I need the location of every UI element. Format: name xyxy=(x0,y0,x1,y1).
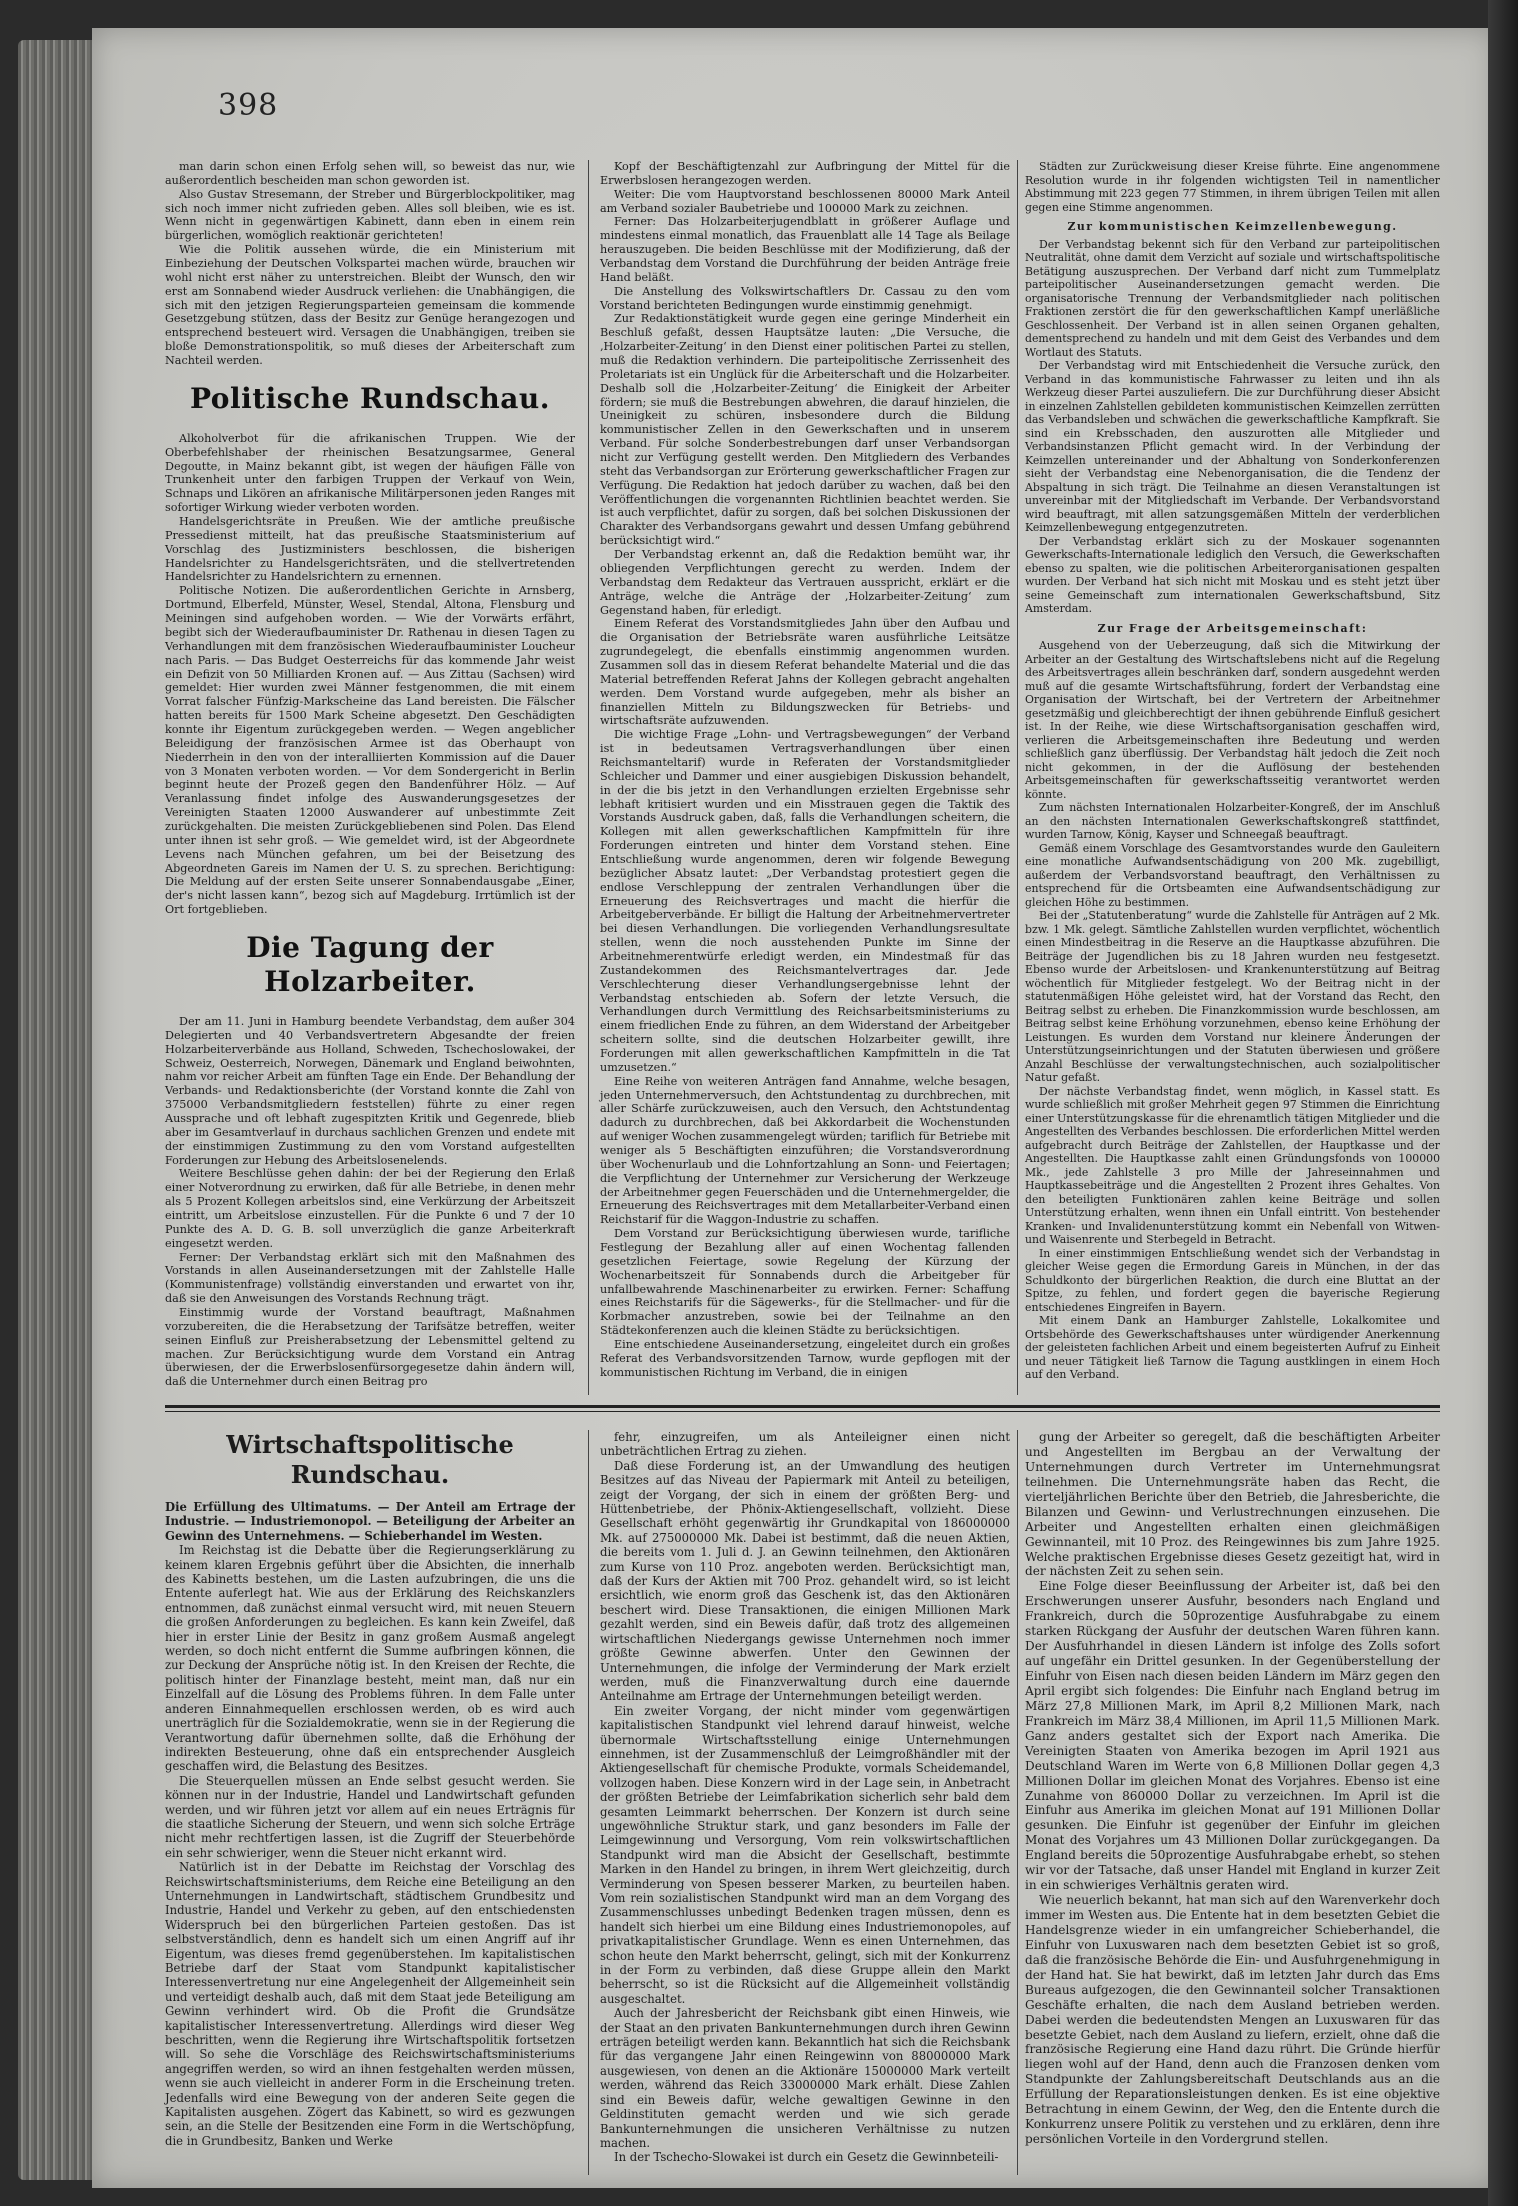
paragraph: Handelsgerichtsräte in Preußen. Wie der amtliche preußische Pressedienst mitteilt, hat das preußische Staatsministerium auf Vorschlag des Justizministers beschlossen, die bisherigen Handelsrichter zu Handelsgerichtsräten, und die stellvertretenden Handelsrichter zu Handelsrichtern zu ernennen. xyxy=(165,515,575,584)
paragraph: Mit einem Dank an Hamburger Zahlstelle, Lokalkomitee und Ortsbehörde des Gewerkschaftshauses unter würdigender Anerkennung der geleisteten fachlichen Arbeit und einem begeisterten Aufruf zu Einheit und neuer Tätigkeit ließ Tarnow die Tagung austklingen in einem Hoch auf den Verband. xyxy=(1025,1314,1440,1381)
paragraph: In einer einstimmigen Entschließung wendet sich der Verbandstag in gleicher Weise gegen die Ermordung Gareis in München, in der das Schuldkonto der bürgerlichen Reaktion, die durch eine Bluttat an der Spitze, zu fehlen, und fordert gegen die bayerische Regierung entschiedenes Eingreifen in Bayern. xyxy=(1025,1246,1440,1314)
paragraph: Ausgehend von der Ueberzeugung, daß sich die Mitwirkung der Arbeiter an der Gestaltung des Wirtschaftslebens nicht auf die Regelung des Arbeitsvertrages allein beschränken darf, sondern ausgedehnt werden muß auf die gesamte Wirtschaftsführung, fordert der Verbandstag eine Organisation der Wirtschaft, bei der Vertretern der Arbeitnehmer gesetzmäßig und gleichberechtigt der ihnen gebührende Einfluß gesichert ist. In der Reihe, wie diese Wirtschaftsorganisation geschaffen wird, verlieren die Arbeitsgemeinschaften ihre Bedeutung und werden schließlich ganz überflüssig. Der Verbandstag hält jedoch die Zeit noch nicht gekommen, in der die Auflösung der bestehenden Arbeitsgemeinschaften für gewerkschaftsseitig verantwortet werden könnte. xyxy=(1025,639,1440,801)
paragraph: Der Verbandstag bekennt sich für den Verband zur parteipolitischen Neutralität, ohne damit dem Verzicht auf soziale und wirtschaftspolitische Betätigung auszusprechen. Der Verband darf nicht zum Tummelplatz parteipolitischer Auseinandersetzungen gemacht werden. Die organisatorische Trennung der Verbandsmitglieder nach politischen Fraktionen zerstört die für den gewerkschaftlichen Kampf unerläßliche Geschlossenheit. Der Verband ist in allen seinen Organen gehalten, dementsprechend zu handeln und mit dem Geist des Verbandes und dem Wortlaut des Statuts. xyxy=(1025,237,1440,359)
paragraph: Politische Notizen. Die außerordentlichen Gerichte in Arnsberg, Dortmund, Elberfeld, Münster, Wesel, Stendal, Altona, Flensburg und Meiningen sind aufgehoben worden. — Wie der Vorwärts erfährt, begibt sich der Wiederaufbauminister Dr. Rathenau in diesen Tagen zu Verhandlungen mit dem französischen Wiederaufbauminister Loucheur nach Paris. — Das Budget Oesterreichs für das kommende Jahr weist ein Defizit von 50 Milliarden Kronen auf. — Aus Zittau (Sachsen) wird gemeldet: Hier wurden zwei Männer festgenommen, die mit einem Vorrat falscher Fünfzig-Markscheine das Land bereisten. Die Fälscher hatten bereits für 1500 Mark Scheine abgesetzt. Den Geschädigten konnte ihr Eigentum zurückgegeben werden. — Wegen angeblicher Beleidigung der französischen Armee ist das Oberhaupt von Niederrhein in den von der interalliierten Kommission auf die Dauer von 3 Monaten verboten worden. — Vor dem Sondergericht in Berlin beginnt heute der Prozeß gegen den Bandenführer Hölz. — Auf Veranlassung findet infolge des Auswanderungsgesetzes der Vereinigten Staaten 12000 Auswanderer auf unbestimmte Zeit zurückgehalten. Die meisten Zurückgebliebenen sind Polen. Das Elend unter ihnen ist sehr groß. — Wie gemeldet wird, ist der Abgeordnete Levens nach München gefahren, um bei der Beisetzung des Abgeordneten Gareis im Namen der U. S. zu sprechen. Berichtigung: Die Meldung auf der ersten Seite unserer Sonnabendausgabe „Einer, der's nicht lassen kann“, bezog sich auf Magdeburg. Irrtümlich ist der Ort fortgeblieben. xyxy=(165,584,575,917)
paragraph: Weiter: Die vom Hauptvorstand beschlossenen 80000 Mark Anteil am Verband sozialer Baubetriebe und 100000 Mark zu zeichnen. xyxy=(600,187,1010,215)
section-heading-politische-rundschau: Politische Rundschau. xyxy=(189,381,551,415)
paragraph: Zum nächsten Internationalen Holzarbeiter-Kongreß, der im Anschluß an den nächsten Internationalen Gewerkschaftskongreß stattfindet, wurden Tarnow, König, Kayser und Schneegaß beauftragt. xyxy=(1025,801,1440,841)
section-heading-tagung-holzarbeiter: Die Tagung der Holzarbeiter. xyxy=(246,930,494,998)
paragraph: Eine Reihe von weiteren Anträgen fand Annahme, welche besagen, jeden Unternehmerversuch, den Achtstundentag zu durchbrechen, mit aller Schärfe zurückzuweisen, auch den Versuch, den Achtstundentag dadurch zu durchbrechen, daß bei Akkordarbeit die Wochenstunden auf weniger Wochen zusammengelegt würden; tariflich für Betriebe mit weniger als 5 Beschäftigten einzuführen; die Vorstandsverordnung über Wochenurlaub und die Lohnfortzahlung an Sonn- und Feiertagen; die Verpflichtung der Unternehmer zur Versicherung der Werkzeuge der Arbeitnehmer gegen Feuerschäden und die Unternehmergelder, die Erneuerung des Reichsvertrages mit dem Metallarbeiter-Verband einen Reichstarif für die Waggon-Industrie zu schaffen. xyxy=(600,1074,1010,1227)
paragraph: Weitere Beschlüsse gehen dahin: der bei der Regierung den Erlaß einer Notverordnung zu erwirken, daß für alle Betriebe, in denen mehr als 5 Prozent Kollegen arbeitslos sind, eine Verkürzung der Arbeitszeit eintritt, um Arbeitslose einzustellen. Für die Punkte 6 und 7 der 10 Punkte des A. D. G. B. soll unverzüglich die ganze Arbeiterkraft eingesetzt werden. xyxy=(165,1167,575,1250)
paragraph: Die Anstellung des Volkswirtschaftlers Dr. Cassau zu den vom Vorstand berichteten Bedingungen wurde einstimmig genehmigt. xyxy=(600,284,1010,312)
paragraph: Ferner: Der Verbandstag erklärt sich mit den Maßnahmen des Vorstands in allen Auseinandersetzungen mit der Zahlstelle Halle (Kommunistenfrage) vollständig einverstanden und erwartet von ihr, daß sie den Anweisungen des Vorstands Rechnung trägt. xyxy=(165,1250,575,1306)
paragraph: Kopf der Beschäftigtenzahl zur Aufbringung der Mittel für die Erwerbslosen herangezogen werden. xyxy=(600,160,1010,187)
paragraph: Dem Vorstand zur Berücksichtigung überwiesen wurde, tarifliche Festlegung der Bezahlung aller auf einen Wochentag fallenden gesetzlichen Feiertage, sowie Regelung der Kürzung der Wochenarbeitszeit für Sonnabends durch die Arbeitgeber für unfallbewahrende Maschinenarbeiter zu erwirken. Ferner: Schaffung eines Reichstarifs für die Sägewerks-, für die Stellmacher- und für die Korbmacher anzustreben, sowie bei der Teilnahme an den Städtekonferenzen auch die kleinen Städte zu berücksichtigen. xyxy=(600,1227,1010,1338)
paragraph: Einstimmig wurde der Vorstand beauftragt, Maßnahmen vorzubereiten, die die Herabsetzung der Tarifsätze betreffen, weiter seinen Einfluß zur Preisherabsetzung der Lebensmittel geltend zu machen. Zur Berücksichtigung wurde dem Vorstand ein Antrag überwiesen, der die Erwerbslosenfürsorgegesetze dahin ändern will, daß die Unternehmer durch einen Beitrag pro xyxy=(165,1306,575,1389)
section-summary: Die Erfüllung des Ultimatums. — Der Anteil am Ertrage der Industrie. — Industriemonopol. — Beteiligung der Arbeiter an Gewinn des Unternehmens. — Schieberhandel im Westen. xyxy=(165,1500,575,1543)
paragraph: Ferner: Das Holzarbeiterjugendblatt in größerer Auflage und mindestens einmal monatlich, das Frauenblatt alle 14 Tage als Beilage herauszugeben. Die beiden Beschlüsse mit der Modifizierung, daß der Verbandstag dem Vorstand die Durchführung der beiden Anträge freie Hand beläßt. xyxy=(600,215,1010,284)
paragraph: Eine entschiedene Auseinandersetzung, eingeleitet durch ein großes Referat des Verbandsvorsitzenden Tarnow, wurde gepflogen mit der kommunistischen Richtung im Verband, die in einigen xyxy=(600,1338,1010,1379)
column-divider xyxy=(1017,160,1018,1395)
paragraph: Städten zur Zurückweisung dieser Kreise führte. Eine angenommene Resolution wurde in ihr folgenden wichtigsten Teil in namentlicher Abstimmung mit 223 gegen 77 Stimmen, in ihrem übrigen Teilen mit allen gegen eine Stimme angenommen. xyxy=(1025,160,1440,214)
column-lower-left xyxy=(165,1430,575,2170)
paragraph: Wie neuerlich bekannt, hat man sich auf den Warenverkehr doch immer im Westen aus. Die Entente hat in dem besetzten Gebiet die Handelsgrenze wieder in ein umfangreicher Schieberhandel, die Einfuhr von Luxuswaren nach dem besetzten Gebiet ist so groß, daß die französische Behörde die Ein- und Ausfuhrgenehmigung in der Hand hat. Sie hat bewirkt, daß im letzten Jahr durch das Ems Bureaus aufgezogen, die den Gewinnanteil solcher Transaktionen Geschäfte erhalten, die nach dem Ausland betrieben werden. Dabei werden die bedeutendsten Mengen an Luxuswaren für das besetzte Gebiet, nach dem Ausland zu liefern, erzielt, ohne daß die französische Regierung eine Hand dazu rührt. Die Gründe hierfür liegen wohl auf der Hand, denn auch die Franzosen denken vom Standpunkte der Zahlungsbereitschaft Deutschlands aus an die Erfüllung der Reparationsleistungen denken. Es ist eine objektive Betrachtung in einem Gewinn, der Weg, den die Entente durch die Konkurrenz unsere Politik zu verstehen und zu erklären, denn ihre persönlichen Vorteile in den Vordergrund stellen. xyxy=(1025,1893,1440,2147)
paragraph: Also Gustav Stresemann, der Streber und Bürgerblockpolitiker, mag sich noch immer nicht zufrieden geben. Alles soll bleiben, wie es ist. Wenn nicht in gegenwärtigen Kabinett, dann eben in einem rein bürgerlichen, womöglich reaktionär gerichteten! xyxy=(165,187,575,243)
column-divider xyxy=(588,160,589,1395)
page-number: 398 xyxy=(218,88,279,123)
paragraph: Einem Referat des Vorstandsmitgliedes Jahn über den Aufbau und die Organisation der Betriebsräte waren ausführliche Leitsätze zugrundegelegt, die ebenfalls einstimmig angenommen wurden. Zusammen soll das in diesem Referat behandelte Material und die das Material betreffenden Referat Jahns der Kollegen gebracht angehalten werden. Dem Vorstand wurde aufgegeben, mehr als bisher an finanziellen Mitteln zu Bildungszwecken für Betriebs- und wirtschaftsräte aufzuwenden. xyxy=(600,617,1010,728)
paragraph: Auch der Jahresbericht der Reichsbank gibt einen Hinweis, wie der Staat an den privaten Bankunternehmungen durch ihren Gewinn erträgen beteiligt werden kann. Bekanntlich hat sich die Reichsbank für das vergangene Jahr einen Reingewinn von 88000000 Mark ausgewiesen, von denen an die Aktionäre 15000000 Mark verteilt werden, während das Reich 33000000 Mark erhält. Diese Zahlen sind ein Beweis dafür, welche gewaltigen Gewinne in den Geldinstituten gemacht werden und wie sich gerade Bankunternehmungen die unsicheren Verhältnisse zu nutzen machen. xyxy=(600,2006,1010,2150)
paragraph: Bei der „Statutenberatung“ wurde die Zahlstelle für Anträgen auf 2 Mk. bzw. 1 Mk. gelegt. Sämtliche Zahlstellen wurden verpflichtet, wöchentlich einen Mindestbeitrag in die Reserve an die Hauptkasse abzuführen. Die Beiträge der Jugendlichen bis zu 18 Jahren wurden neu festgesetzt. Ebenso wurde der Arbeitslosen- und Krankenunterstützung auf Beitrag wöchentlich für Mitglieder festgelegt. Wo der Beitrag nicht in der statutenmäßigen Höhe geleistet wird, hat der Vorstand das Recht, den Beitrag selbst zu erheben. Die Finanzkommission wurde beschlossen, am Beitrag selbst keine Erhöhung vorzunehmen, ebenso keine Erhöhung der Leistungen. Es wurden dem Vorstand nur kleinere Änderungen der Unterstützungseinrichtungen und der Statuten überwiesen und größere Anzahl Beschlüsse der verwaltungstechnischen, auch sozialpolitischer Natur gefaßt. xyxy=(1025,909,1440,1084)
paragraph: Der Verbandstag wird mit Entschiedenheit die Versuche zurück, den Verband in das kommunistische Fahrwasser zu leiten und ihn als Werkzeug dieser Partei auszuliefern. Die zur Durchführung dieser Absicht in einzelnen Zahlstellen gebildeten kommunistischen Keimzellen zerrütten das Verbandsleben und schwächen die gewerkschaftliche Kampfkraft. Sie sind ein Krebsschaden, den auszurotten alle Mitglieder und Verbandsinstanzen Pflicht gemacht wird. In der Verbindung der Keimzellen untereinander und der Abhaltung von Sonderkonferenzen sieht der Verbandstag eine Nebenorganisation, die die Tendenz der Abspaltung in sich trägt. Die Teilnahme an diesen Veranstaltungen ist unvereinbar mit der Mitgliedschaft im Verbande. Der Verbandsvorstand wird beauftragt, mit allen satzungsgemäßen Mitteln der verderblichen Keimzellenbewegung entgegenzutreten. xyxy=(1025,359,1440,534)
column-upper-right xyxy=(1025,160,1440,1390)
column-divider xyxy=(588,1430,589,2175)
paragraph: man darin schon einen Erfolg sehen will, so beweist das nur, wie außerordentlich bescheiden man schon geworden ist. xyxy=(165,160,575,187)
scan-edge xyxy=(1488,0,1518,2206)
paragraph: gung der Arbeiter so geregelt, daß die beschäftigten Arbeiter und Angestellten im Bergbau an der Verwaltung der Unternehmungen durch Vertreter im Unternehmungsrat teilnehmen. Die Unternehmungsräte haben das Recht, die vierteljährlichen Berichte über den Betrieb, die Jahresberichte, die Bilanzen und Gewinn- und Verlustrechnungen einzusehen. Die Arbeiter und Angestellten erhalten einen gleichmäßigen Gewinnanteil, mit 10 Proz. des Reingewinnes bis zum Jahre 1925. Welche praktischen Ergebnisse dieses Gesetz gezeitigt hat, wird in der nächsten Zeit zu sehen sein. xyxy=(1025,1430,1440,1579)
column-upper-left xyxy=(165,160,575,1390)
paragraph: Die Steuerquellen müssen an Ende selbst gesucht werden. Sie können nur in der Industrie, Handel und Landwirtschaft gefunden werden, und wir führen jetzt vor allem auf ein neues Erträgnis für die staatliche Sicherung der Steuern, und wenn sich solche Erträge nicht mehr rechtfertigen lassen, ist die Zugriff der Steuerbehörde ein sehr schwieriger, wenn die Steuer nicht erkannt wird. xyxy=(165,1773,575,1860)
paragraph: Wie die Politik aussehen würde, die ein Ministerium mit Einbeziehung der Deutschen Volkspartei machen würde, brauchen wir wohl nicht erst näher zu unterstreichen. Bleibt der Wunsch, den wir erst am Sonnabend wieder Ausdruck verliehen: die Unabhängigen, die sich mit den jetzigen Regierungsparteien gemeinsam die kommende Gesetzgebung stützen, dass der Besitz zur Genüge herangezogen und entsprechend besteuert wird. Versagen die Unabhängigen, treiben sie bloße Demonstrationspolitik, so muß dieses der Arbeiterschaft zum Nachteil werden. xyxy=(165,243,575,368)
column-divider xyxy=(1017,1430,1018,2175)
section-heading-wirtschaftspolitische-rundschau: Wirtschaftspolitische Rundschau. xyxy=(226,1430,514,1489)
column-lower-right xyxy=(1025,1430,1440,2170)
book-page-stack xyxy=(18,40,96,2180)
paragraph: Alkoholverbot für die afrikanischen Truppen. Wie der Oberbefehlshaber der rheinischen Besatzungsarmee, General Degoutte, in Mainz bekannt gibt, ist wegen der häufigen Fälle von Trunkenheit unter den farbigen Truppen der Verkauf von Wein, Schnaps und Likören an afrikanische Militärpersonen jeden Ranges mit sofortiger Wirkung wieder verboten worden. xyxy=(165,431,575,515)
paragraph: Daß diese Forderung ist, an der Umwandlung des heutigen Besitzes auf das Niveau der Papiermark mit Anteil zu beteiligen, zeigt der Vorgang, der sich in einem der größten Berg- und Hüttenbetriebe, der Phönix-Aktiengesellschaft, vollzieht. Diese Gesellschaft erhöht gegenwärtig ihr Grundkapital von 186000000 Mk. auf 275000000 Mk. Dabei ist bestimmt, daß die neuen Aktien, die bereits vom 1. Juli d. J. an Gewinn teilnehmen, den Aktionären zum Kurse von 110 Proz. angeboten werden. Berücksichtigt man, daß der Kurs der Aktien mit 700 Proz. gehandelt wird, so ist leicht ersichtlich, wie enorm groß das Geschenk ist, das den Aktionären beschert wird. Diese Transaktionen, die einigen Millionen Mark gezahlt werden, sind ein Beweis dafür, daß trotz des allgemeinen wirtschaftlichen Niedergangs gewisse Unternehmen noch immer größte Gewinne abwerfen. Unter den Gewinnen der Unternehmungen, die infolge der Verminderung der Mark erzielt werden, muß die Finanzverwaltung durch eine dauernde Anteilnahme am Ertrage der Unternehmungen beteiligt werden. xyxy=(600,1458,1010,1704)
column-lower-middle xyxy=(600,1430,1010,2170)
subheading-keimzellenbewegung: Zur kommunistischen Keimzellenbewegung. xyxy=(1067,220,1398,233)
subheading-arbeitsgemeinschaft: Zur Frage der Arbeitsgemeinschaft: xyxy=(1097,621,1368,635)
paragraph: Die wichtige Frage „Lohn- und Vertragsbewegungen“ der Verband ist in bedeutsamen Vertragsverhandlungen über einen Reichsmanteltarif) wurde in Referaten der Vorstandsmitglieder Schleicher und Dammer und einer ausgiebigen Diskussion behandelt, in der die bis jetzt in den Verhandlungen erzielten Ergebnisse sehr lebhaft kritisiert wurden und ein Misstrauen gegen die Taktik des Vorstands Ausdruck gaben, daß, falls die Verhandlungen scheitern, die Kollegen mit allen gewerkschaftlichen Kampfmitteln für ihre Forderungen eintreten und hinter dem Vorstand stehen. Eine Entschließung wurde angenommen, deren wir folgende Bewegung bezüglicher Absatz lautet: „Der Verbandstag protestiert gegen die endlose Verschleppung der zentralen Verhandlungen über die Erneuerung des Reichsvertrages und macht die hierfür die Arbeitgeberverbände. Er billigt die Haltung der Arbeitnehmervertreter bei diesen Verhandlungen. Die vorliegenden Verhandlungsresultate stellen, wenn die noch ausstehenden Punkte im Sinne der Arbeitnehmerentwürfe erledigt werden, ein Mindestmaß für das Zustandekommen des Reichsmantelvertrages dar. Jede Verschlechterung dieser Verhandlungsergebnisse lehnt der Verbandstag entschieden ab. Sofern der letzte Versuch, die Verhandlungen durch Vermittlung des Reichsarbeitsministeriums zu einem friedlichen Ende zu führen, an dem Widerstand der Arbeitgeber scheitern sollte, sind die deutschen Holzarbeiter gewillt, ihre Forderungen mit allen gewerkschaftlichen Kampfmitteln in die Tat umzusetzen.“ xyxy=(600,728,1010,1074)
section-divider-thin xyxy=(165,1411,1440,1412)
paragraph: Gemäß einem Vorschlage des Gesamtvorstandes wurde den Gauleitern eine monatliche Aufwandsentschädigung von 200 Mk. zugebilligt, außerdem der Verbandsvorstand beauftragt, den Verhältnissen zu entsprechend für die Ortsbeamten eine Aufwandsentschädigung zur gleichen Höhe zu bestimmen. xyxy=(1025,841,1440,909)
paragraph: Zur Redaktionstätigkeit wurde gegen eine geringe Minderheit ein Beschluß gefaßt, dessen Hauptsätze lauten: „Die Versuche, die ‚Holzarbeiter-Zeitung‘ in den Dienst einer politischen Partei zu stellen, muß die Redaktion verhindern. Die parteipolitische Zerrissenheit des Proletariats ist ein Unglück für die Arbeiterschaft und die Holzarbeiter. Deshalb soll die ‚Holzarbeiter-Zeitung‘ die Einigkeit der Arbeiter fördern; sie muß die Bestrebungen abwehren, die darauf hinzielen, die Uneinigkeit zu schüren, insbesondere durch die Bildung kommunistischer Zellen in den Gewerkschaften und in unserem Verband. Für solche Sonderbestrebungen darf unser Verbandsorgan nicht zur Verfügung gestellt werden. Den Mitgliedern des Verbandes steht das Verbandsorgan zur Erörterung gewerkschaftlicher Fragen zur Verfügung. Die Redaktion hat jedoch darüber zu wachen, daß bei den Veröffentlichungen die vorgenannten Richtlinien beachtet werden. Sie ist auch verpflichtet, dafür zu sorgen, daß bei solchen Diskussionen der Charakter des Verbandsorgans gewahrt und dessen Umfang gebührend berücksichtigt wird.“ xyxy=(600,312,1010,548)
paragraph: Eine Folge dieser Beeinflussung der Arbeiter ist, daß bei den Erschwerungen unserer Ausfuhr, besonders nach England und Frankreich, durch die 50prozentige Ausfuhrabgabe zu einem starken Rückgang der Ausfuhr der deutschen Waren führen kann. Der Ausfuhrhandel in diesen Ländern ist infolge des Zolls sofort auf ungefähr ein Drittel gesunken. In der Gegenüberstellung der Einfuhr von Eisen nach diesen beiden Ländern im März gegen den April ergibt sich folgendes: Die Einfuhr nach England betrug im März 27,8 Millionen Mark, im April 8,2 Millionen Mark, nach Frankreich im März 38,4 Millionen, im April 11,5 Millionen Mark. Ganz anders gestaltet sich der Export nach Amerika. Die Vereinigten Staaten von Amerika bezogen im April 1921 aus Deutschland Waren im Werte von 6,8 Millionen Dollar gegen 4,3 Millionen Dollar im gleichen Monat des Vorjahres. Ebenso ist eine Zunahme von 860000 Dollar zu verzeichnen. Im April ist die Einfuhr aus Amerika im gleichen Monat auf 191 Millionen Dollar gesunken. Die Einfuhr ist gegenüber der Einfuhr im gleichen Monat des Vorjahres um 43 Millionen Dollar zurückgegangen. Da England bereits die 50prozentige Ausfuhrabgabe erhebt, so stehen wir vor der Tatsache, daß unser Handel mit England in kurzer Zeit in ein schwieriges Verhältnis geraten wird. xyxy=(1025,1579,1440,1893)
paragraph: Der am 11. Juni in Hamburg beendete Verbandstag, dem außer 304 Delegierten und 40 Verbandsvertretern Abgesandte der freien Holzarbeiterverbände aus Holland, Schweden, Tschechoslowakei, der Schweiz, Oesterreich, Norwegen, Dänemark und England beiwohnten, nahm vor reicher Arbeit am fünften Tage ein Ende. Der Behandlung der Verbands- und Redaktionsberichte (der Vorstand konnte die Zahl von 375000 Verbandsmitgliedern feststellen) führte zu einer regen Aussprache und oft lebhaft zugespitzten Kritik und Gegenrede, blieb aber im Gesamtverlauf in durchaus sachlichen Grenzen und endete mit der einstimmigen Zustimmung zu den vom Vorstand aufgestellten Forderungen zur Hebung des Arbeitslosenelends. xyxy=(165,1014,575,1167)
paragraph: Der nächste Verbandstag findet, wenn möglich, in Kassel statt. Es wurde schließlich mit großer Mehrheit gegen 97 Stimmen die Einrichtung einer Unterstützungskasse für die ehrenamtlich tätigen Mitglieder und die Angestellten des Verbandes beschlossen. Die erforderlichen Mittel werden aufgebracht durch Beiträge der Zahlstellen, der Hauptkasse und der Angestellten. Die Hauptkasse zahlt einen Gründungsfonds von 100000 Mk., jede Zahlstelle 3 pro Mille der Jahreseinnahmen und Hauptkassebeiträge und die Angestellten 2 Prozent ihres Gehaltes. Von den beteiligten Funktionären zahlen keine Beiträge und sollen Unterstützung erhalten, wenn ihnen ein Unfall eintritt. Von bestehender Kranken- und Invalidenunterstützung kommt ein Nebenfall von Witwen- und Waisenrente und Sterbegeld in Betracht. xyxy=(1025,1084,1440,1246)
column-upper-middle xyxy=(600,160,1010,1390)
paragraph: Der Verbandstag erklärt sich zu der Moskauer sogenannten Gewerkschafts-Internationale lediglich den Versuch, die Gewerkschaften ebenso zu spalten, wie die politischen Arbeiterorganisationen gespalten wurden. Der Verband hat sich nicht mit Moskau und es steht jetzt über seine Gemeinschaft zum internationalen Gewerkschaftsbund, Sitz Amsterdam. xyxy=(1025,534,1440,615)
paragraph: Der Verbandstag erkennt an, daß die Redaktion bemüht war, ihr obliegenden Verpflichtungen gerecht zu werden. Indem der Verbandstag dem Redakteur das Vertrauen ausspricht, erklärt er die Anträge, welche die Anträge der ‚Holzarbeiter-Zeitung‘ zum Gegenstand haben, für erledigt. xyxy=(600,548,1010,617)
paragraph: Ein zweiter Vorgang, der nicht minder vom gegenwärtigen kapitalistischen Standpunkt viel lehrend darauf hinweist, welche übernormale Wirtschaftsstellung einige Unternehmungen einnehmen, ist der Zusammenschluß der Leimgroßhändler mit der Aktiengesellschaft für chemische Produkte, vormals Scheidemandel, vollzogen haben. Diese Konzern wird in der Lage sein, in Anbetracht der größten Betriebe der Leimfabrikation sicherlich sehr bald dem gesamten Leimmarkt beherrschen. Der Konzern ist durch seine ungewöhnliche Struktur stark, und ganz besonders im Falle der Leimgewinnung und Versorgung, Vom rein volkswirtschaftlichen Standpunkt wird man die Absicht der Gesellschaft, bestimmte Marken in den Handel zu bringen, in ihrem Wert gleichzeitig, durch Verminderung von Spesen besserer Marken, zu beurteilen haben. Vom rein sozialistischen Standpunkt wird man an dem Vorgang des Zusammenschlusses unbedingt Bedenken tragen müssen, denn es handelt sich hierbei um eine Bildung eines Industriemonopoles, auf privatkapitalistischer Grundlage. Wenn es einen Unternehmen, das schon heute den Markt beherrscht, gelingt, sich mit der Konkurrenz in der Form zu verbinden, daß diese Gruppe allein den Markt beherrscht, so ist die Rücksicht auf die Allgemeinheit vollständig ausgeschaltet. xyxy=(600,1703,1010,2006)
paragraph: fehr, einzugreifen, um als Anteileigner einen nicht unbeträchtlichen Ertrag zu ziehen. xyxy=(600,1430,1010,1459)
paragraph: Natürlich ist in der Debatte im Reichstag der Vorschlag des Reichswirtschaftsministeriums, dem Reiche eine Beteiligung an den Unternehmungen in Landwirtschaft, städtischem Grundbesitz und Industrie, Handel und Verkehr zu geben, auf den entschiedensten Widerspruch bei den bürgerlichen Parteien gestoßen. Das ist selbstverständlich, denn es handelt sich um einen Angriff auf ihr Eigentum, was dieses fremd gegenüberstehen. Im kapitalistischen Betriebe darf der Staat vom Standpunkt kapitalistischer Interessenvertretung nur eine Angelegenheit der Allgemeinheit sein und verteidigt deshalb auch, daß mit dem Staat jede Beteiligung am Gewinn verhindert wird. Ob die Profit die Grundsätze kapitalistischer Interessenvertretung. Allerdings wird dieser Weg beschritten, wenn die Regierung ihre Wirtschaftspolitik fortsetzen will. So sehe die Vorschläge des Reichswirtschaftsministeriums angegriffen werden, so wird an ihnen festgehalten werden müssen, wenn sie auch vielleicht in anderer Form in die Erscheinung treten. Jedenfalls wird eine Bewegung von der anderen Seite gegen die Kapitalisten ausgehen. Zögert das Kabinett, so wird es gezwungen sein, an die Stelle der Besitzenden eine Form in die Wertschöpfung, die in Grundbesitz, Banken und Werke xyxy=(165,1860,575,2148)
paragraph: Im Reichstag ist die Debatte über die Regierungserklärung zu keinem klaren Ergebnis geführt über die Absichten, die innerhalb des Kabinetts bestehen, um die Lasten aufzubringen, die uns die Entente auferlegt hat. Wie aus der Erklärung des Reichskanzlers entnommen, daß zunächst einmal versucht wird, mit neuen Steuern die großen Anforderungen zu begleichen. Es kann kein Zweifel, daß hier in erster Linie der Besitz in ganz großem Ausmaß angelegt werden, so doch nicht entfernt die Summe aufbringen können, die zur Deckung der Ansprüche nötig ist. In den Kreisen der Rechte, die politisch hinter der Finanzlage besteht, meint man, daß nur ein Einzelfall auf die Lösung des Problems führen. In dem Falle unter anderen Einnahmequellen erschlossen werden, ob es wird auch unerträglich für die Sozialdemokratie, wenn sie in der Regierung die Verantwortung dafür übernehmen sollte, daß die Erhöhung der indirekten Besteuerung, ohne daß ein entsprechender Ausgleich geschaffen wird, die Belastung des Besitzes. xyxy=(165,1543,575,1774)
paragraph: In der Tschecho-Slowakei ist durch ein Gesetz die Gewinnbeteili- xyxy=(614,2150,999,2165)
section-divider xyxy=(165,1405,1440,1408)
